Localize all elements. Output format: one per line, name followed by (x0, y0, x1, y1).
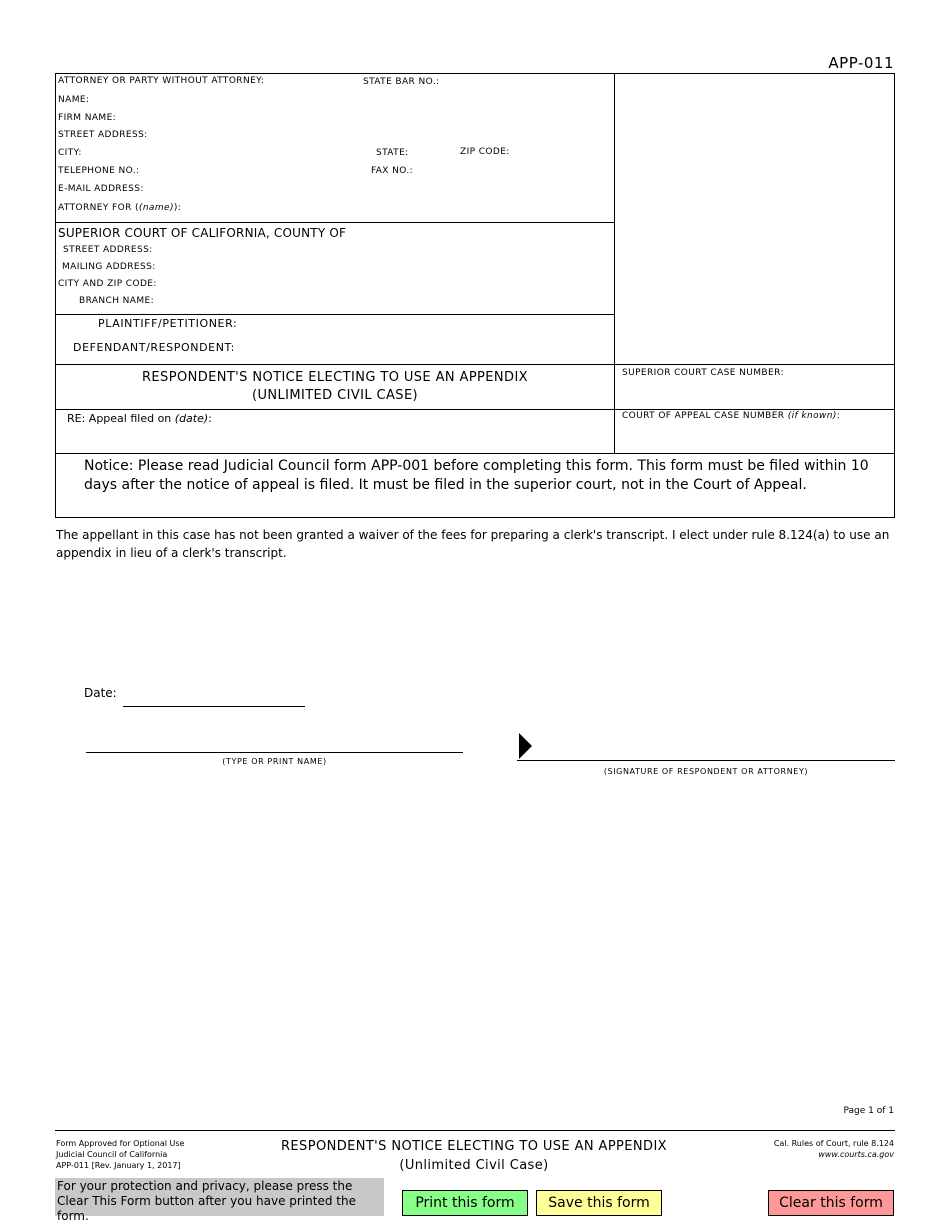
signature-label: (SIGNATURE OF RESPONDENT OR ATTORNEY) (603, 767, 809, 776)
appeal-case-label: COURT OF APPEAL CASE NUMBER (if known): (622, 411, 841, 421)
footer-title-line2: (Unlimited Civil Case) (399, 1158, 549, 1173)
phone-label: TELEPHONE NO.: (58, 166, 140, 176)
court-title: SUPERIOR COURT OF CALIFORNIA, COUNTY OF (58, 226, 347, 240)
state-label: STATE: (376, 148, 409, 158)
firm-label: FIRM NAME: (58, 113, 117, 123)
form-title (55, 369, 615, 405)
print-form-button[interactable]: Print this form (402, 1190, 528, 1216)
footer-left (56, 1138, 184, 1171)
page-number: Page 1 of 1 (843, 1106, 894, 1116)
court-branch-label: BRANCH NAME: (79, 296, 155, 306)
re-appeal-date-hint: (date) (174, 412, 209, 425)
re-appeal-label: RE: Appeal filed on (date): (67, 412, 212, 425)
signature-line[interactable] (517, 760, 895, 761)
caption-frame (55, 73, 895, 518)
court-city-label: CITY AND ZIP CODE: (58, 279, 157, 289)
defendant-label: DEFENDANT/RESPONDENT: (73, 341, 235, 354)
attorney-for-label: ATTORNEY FOR ((name)): (58, 203, 182, 213)
attorney-label: ATTORNEY OR PARTY WITHOUT ATTORNEY: (58, 76, 265, 86)
signature-arrow-icon (519, 733, 532, 759)
name-label: NAME: (58, 95, 90, 105)
print-name-line[interactable] (86, 752, 463, 753)
plaintiff-label: PLAINTIFF/PETITIONER: (98, 317, 238, 330)
fax-label: FAX NO.: (371, 166, 414, 176)
email-label: E-MAIL ADDRESS: (58, 184, 144, 194)
date-field-line[interactable] (123, 706, 305, 707)
footer-title (240, 1137, 708, 1175)
appeal-case-qualifier: (if known) (787, 411, 837, 421)
footer-rule-ref: Cal. Rules of Court, rule 8.124 (773, 1139, 894, 1148)
footer-approved: Form Approved for Optional Use (56, 1139, 185, 1148)
court-mailing-label: MAILING ADDRESS: (62, 262, 156, 272)
form-number: APP-011 (828, 54, 894, 72)
attorney-for-text: ATTORNEY FOR (58, 203, 132, 213)
election-statement: The appellant in this case has not been granted a waiver of the fees for preparing a clerk's transcript. I elect under rule 8.124(a) to use an appendix in lieu of a clerk's transcript. (56, 528, 890, 560)
print-name-label: (TYPE OR PRINT NAME) (222, 757, 327, 766)
form-title-line2: (UNLIMITED CIVIL CASE) (251, 388, 419, 403)
footer-website: www.courts.ca.gov (818, 1150, 894, 1159)
footer-rule (55, 1130, 895, 1131)
footer-council: Judicial Council of California (56, 1150, 168, 1159)
form-title-line1: RESPONDENT'S NOTICE ELECTING TO USE AN APPENDIX (142, 370, 528, 385)
privacy-note: For your protection and privacy, please press the Clear This Form button after you have printed the form. (55, 1178, 384, 1216)
footer-title-line1: RESPONDENT'S NOTICE ELECTING TO USE AN APPENDIX (281, 1139, 667, 1154)
appeal-case-text: COURT OF APPEAL CASE NUMBER (622, 411, 785, 421)
state-bar-label: STATE BAR NO.: (363, 77, 440, 87)
city-label: CITY: (58, 148, 82, 158)
date-label: Date: (84, 686, 117, 700)
court-street-label: STREET ADDRESS: (63, 245, 153, 255)
save-form-button[interactable]: Save this form (536, 1190, 662, 1216)
clear-form-button[interactable]: Clear this form (768, 1190, 894, 1216)
re-appeal-text: RE: Appeal filed on (67, 412, 172, 425)
attorney-for-name-hint: (name) (138, 203, 174, 213)
zip-label: ZIP CODE: (460, 147, 510, 157)
street-label: STREET ADDRESS: (58, 130, 148, 140)
footer-form-rev: APP-011 [Rev. January 1, 2017] (56, 1161, 181, 1170)
footer-right (774, 1138, 894, 1160)
superior-case-label: SUPERIOR COURT CASE NUMBER: (622, 368, 784, 378)
notice-text: Notice: Please read Judicial Council form APP-001 before completing this form. This form must be filed within 10 days after the notice of appeal is filed. It must be filed in the superior court, not in the Court of Appeal. (84, 458, 869, 493)
